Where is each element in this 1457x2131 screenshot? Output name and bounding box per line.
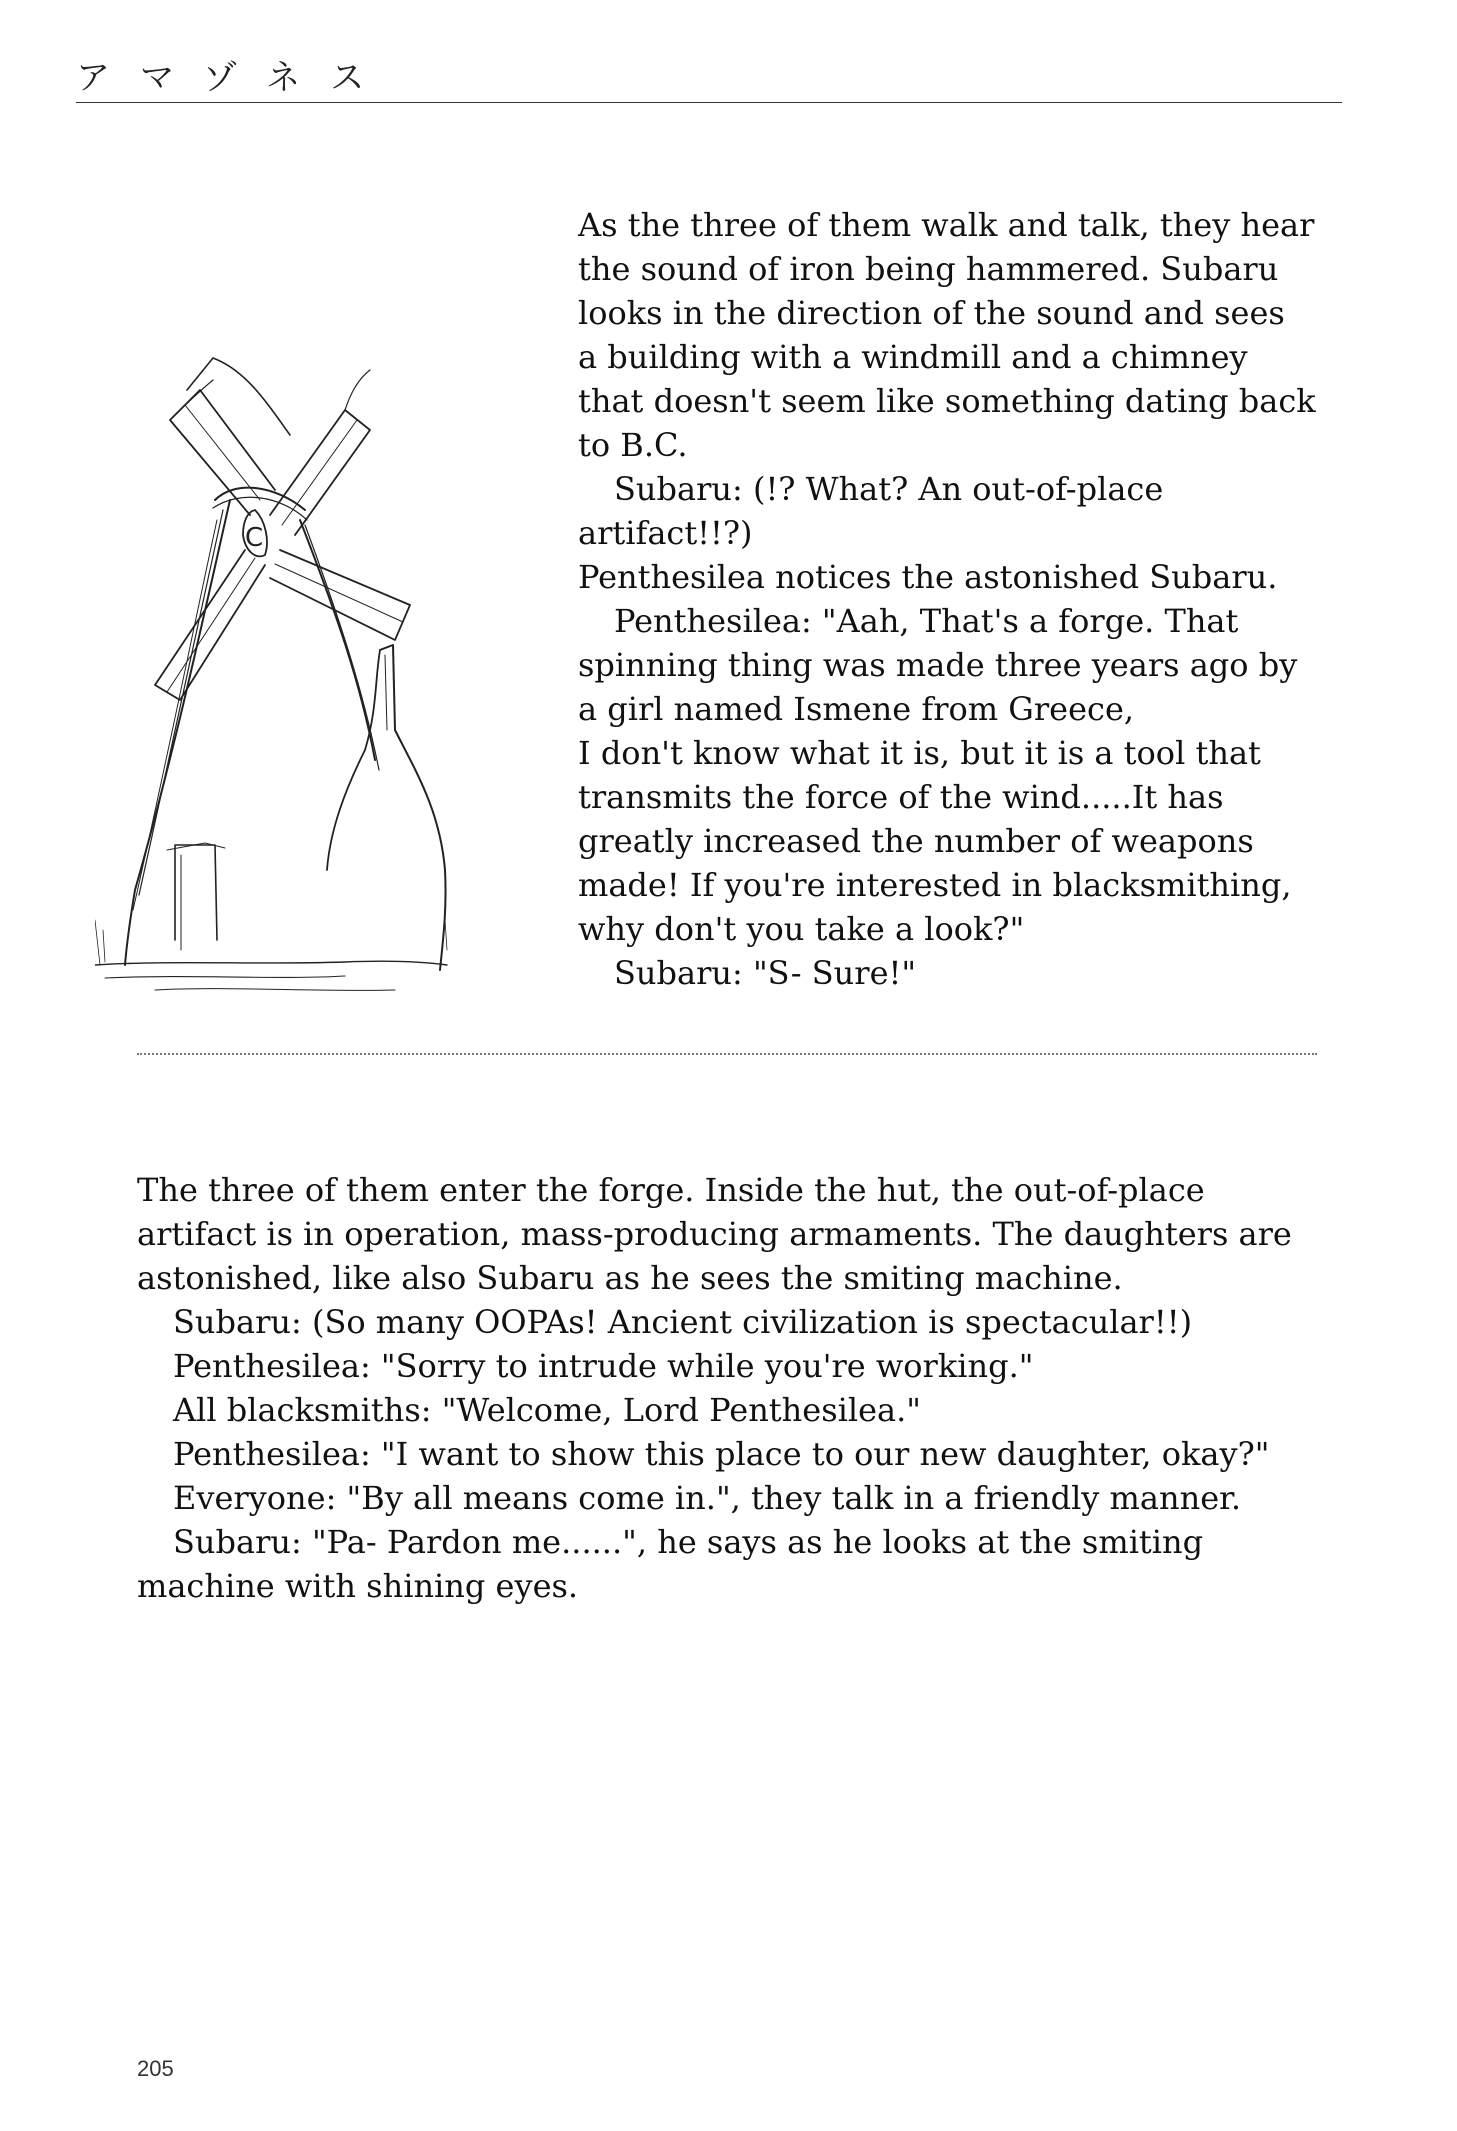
passage-line: artifact is in operation, mass-producing armaments. The daughters are (137, 1215, 1292, 1253)
passage-line: As the three of them walk and talk, they hear (578, 206, 1315, 244)
section-divider (137, 1053, 1317, 1055)
passage-line: a girl named Ismene from Greece, (578, 690, 1135, 728)
passage-line: astonished, like also Subaru as he sees the smiting machine. (137, 1259, 1123, 1297)
passage-line: spinning thing was made three years ago by (578, 646, 1298, 684)
bottom-passage (137, 1168, 1367, 1608)
dialogue-line: All blacksmiths: "Welcome, Lord Penthesilea." (173, 1391, 921, 1429)
passage-line: looks in the direction of the sound and sees (578, 294, 1285, 332)
dialogue-line: Penthesilea: "I want to show this place to our new daughter, okay?" (173, 1435, 1270, 1473)
passage-line: the sound of iron being hammered. Subaru (578, 250, 1279, 288)
sail-letter: C (245, 523, 264, 553)
header-rule (76, 102, 1342, 103)
dialogue-line: Subaru: "S- Sure!" (614, 954, 917, 992)
page-number: 205 (137, 2056, 174, 2081)
passage-line: that doesn't seem like something dating back (578, 382, 1316, 420)
passage-line: why don't you take a look?" (578, 910, 1025, 948)
passage-line: artifact!!?) (578, 514, 753, 552)
dialogue-line: Everyone: "By all means come in.", they talk in a friendly manner. (173, 1479, 1242, 1517)
dialogue-line: Penthesilea: "Sorry to intrude while you're working." (173, 1347, 1034, 1385)
windmill-sketch-icon (95, 350, 555, 1030)
top-passage (578, 203, 1358, 995)
passage-line: a building with a windmill and a chimney (578, 338, 1248, 376)
passage-line: The three of them enter the forge. Inside the hut, the out-of-place (137, 1171, 1205, 1209)
dialogue-line: Penthesilea: "Aah, That's a forge. That (614, 602, 1239, 640)
running-header-title: アマゾネス (76, 58, 395, 98)
passage-line: to B.C. (578, 426, 688, 464)
dialogue-line: Subaru: (So many OOPAs! Ancient civilization is spectacular!!) (173, 1303, 1193, 1341)
passage-line: I don't know what it is, but it is a tool that (578, 734, 1261, 772)
dialogue-line: Subaru: "Pa- Pardon me......", he says as he looks at the smiting (173, 1523, 1204, 1561)
passage-line: greatly increased the number of weapons (578, 822, 1254, 860)
passage-line: made! If you're interested in blacksmithing, (578, 866, 1292, 904)
dialogue-line: Subaru: (!? What? An out-of-place (614, 470, 1164, 508)
passage-line: machine with shining eyes. (137, 1567, 579, 1605)
passage-line: Penthesilea notices the astonished Subaru. (578, 558, 1278, 596)
passage-line: transmits the force of the wind.....It has (578, 778, 1224, 816)
